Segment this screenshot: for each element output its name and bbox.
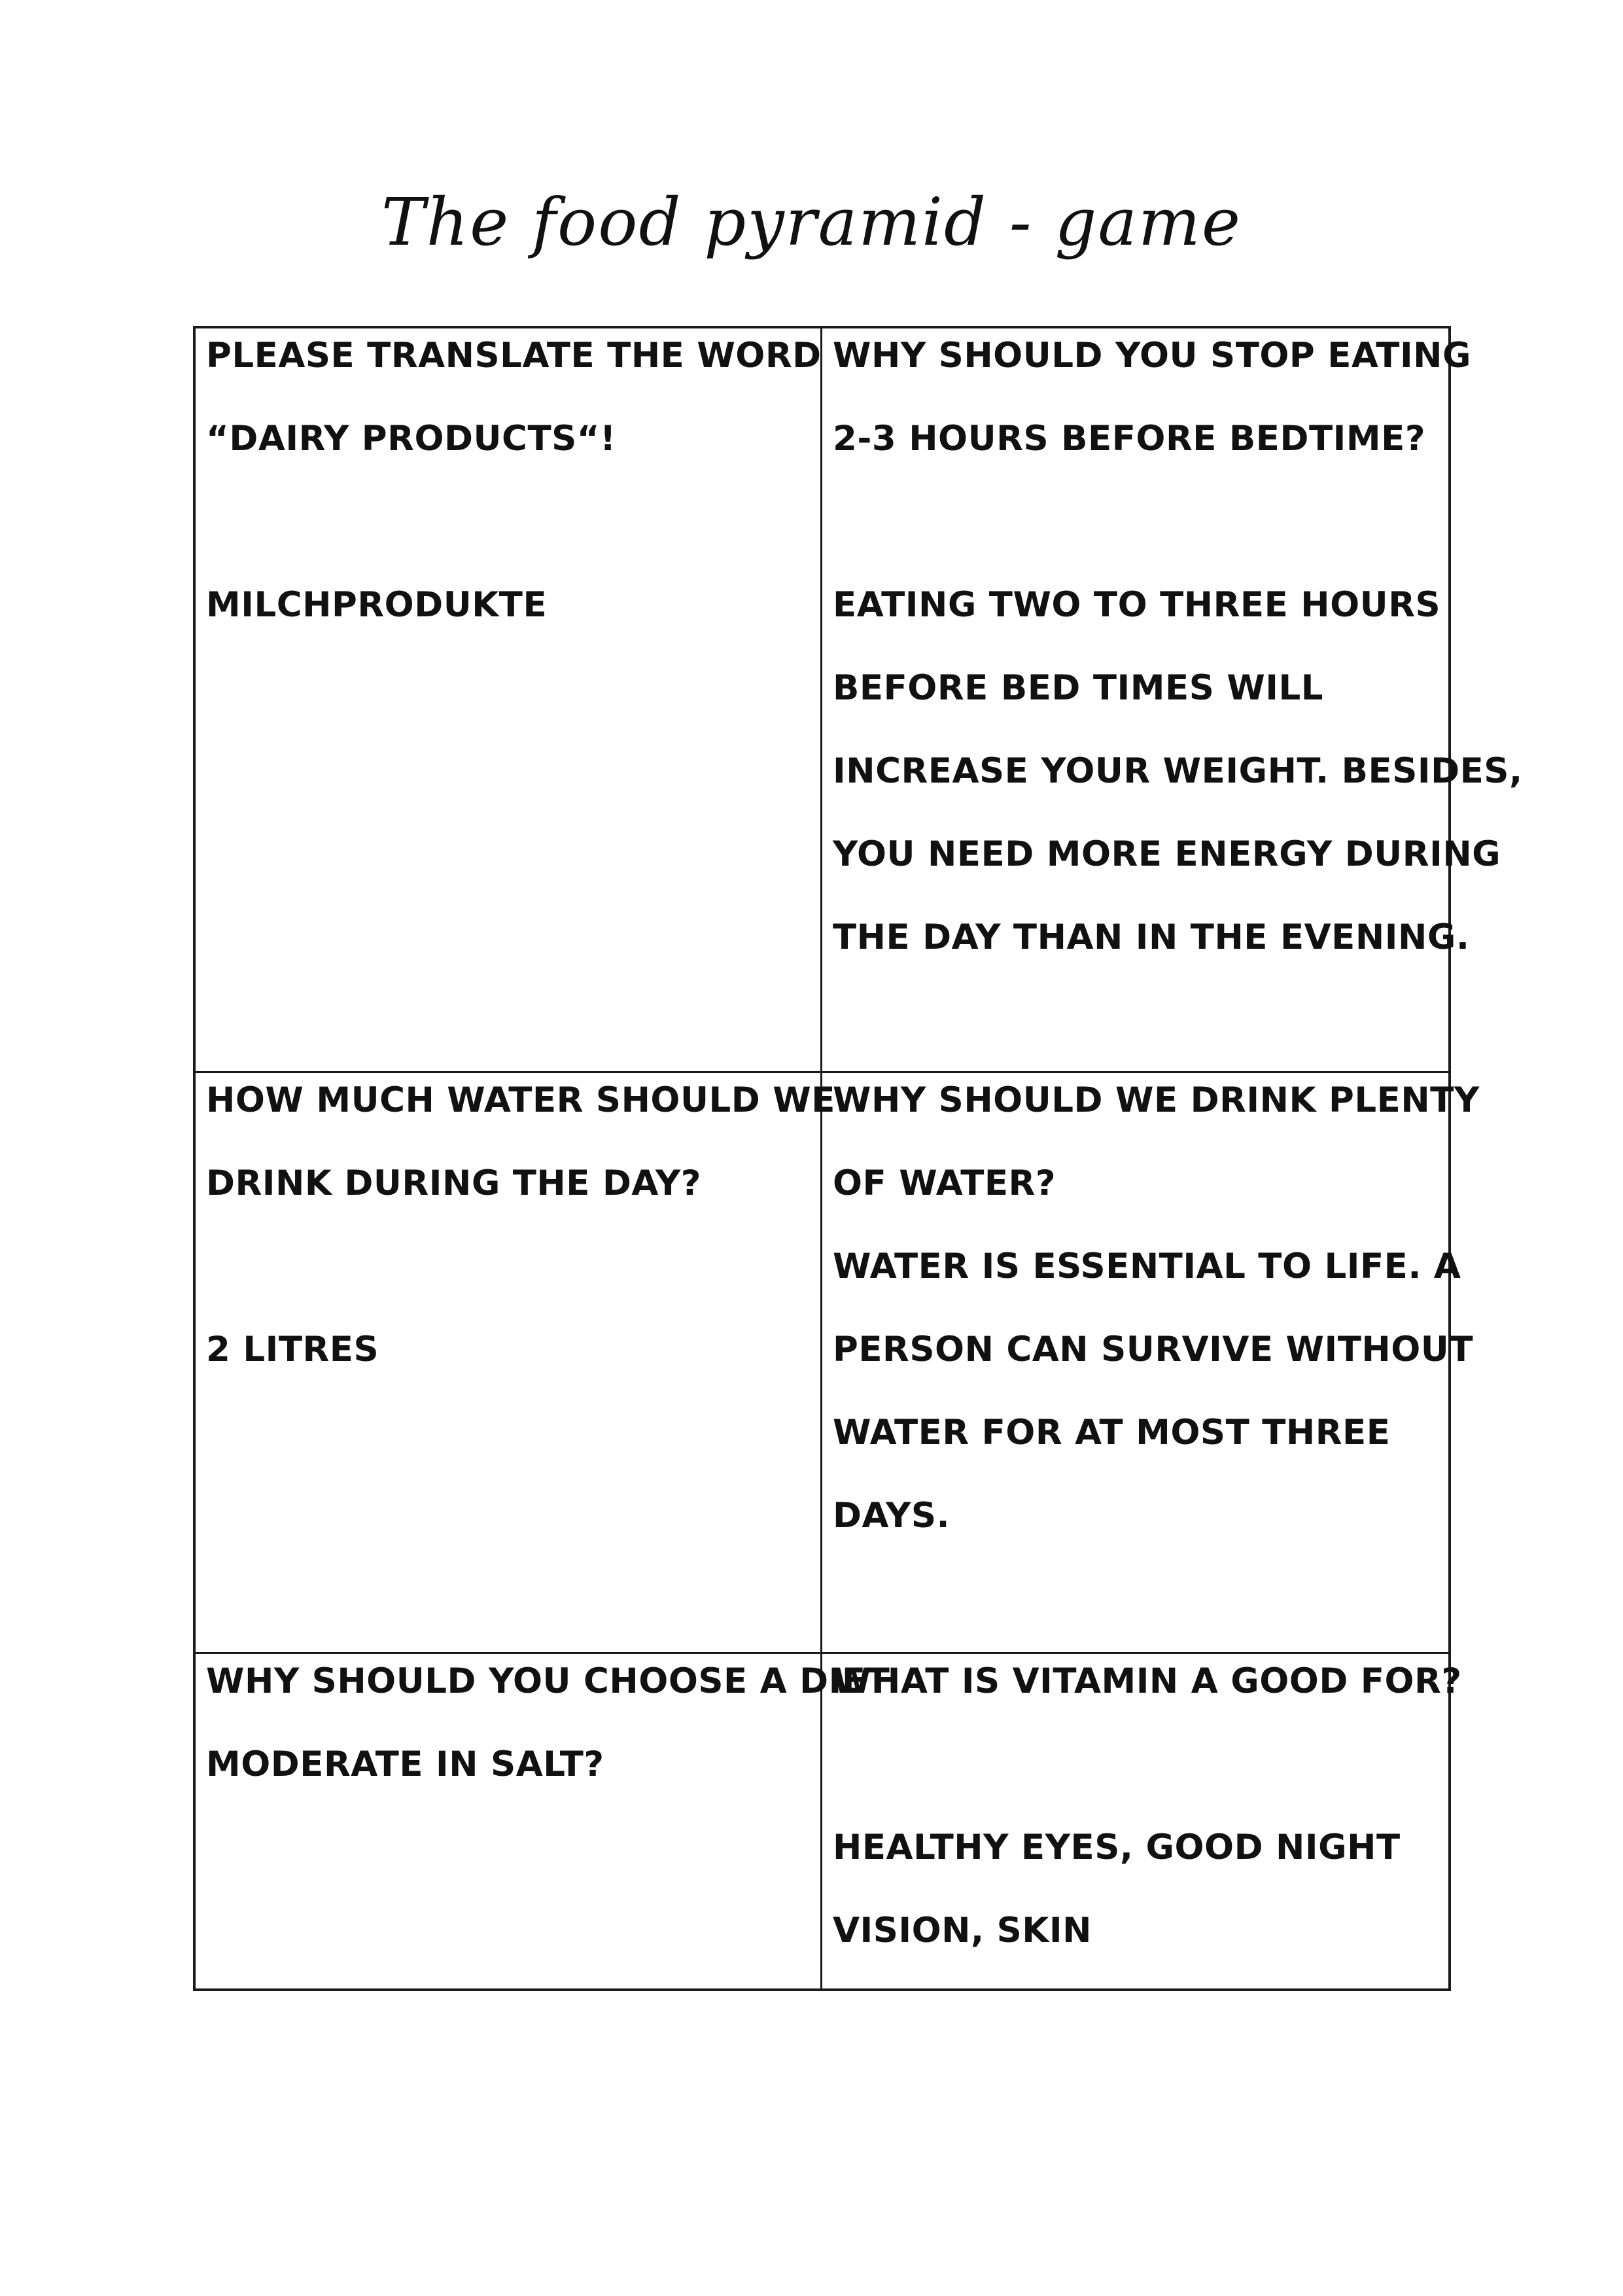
card-answer: PERSON CAN SURVIVE WITHOUT <box>833 1330 1473 1369</box>
card-answer: BEFORE BED TIMES WILL <box>833 668 1324 708</box>
card-answer: YOU NEED MORE ENERGY DURING <box>833 834 1501 874</box>
card-answer: HEALTHY EYES, GOOD NIGHT <box>833 1828 1401 1867</box>
question-card-grid <box>193 326 1523 1991</box>
card-line <box>833 1745 1438 1828</box>
card-why-water <box>822 1073 1480 1654</box>
card-answer: MILCHPRODUKTE <box>206 585 548 625</box>
card-answer: VISION, SKIN <box>833 1911 1092 1951</box>
card-answer: THE DAY THAN IN THE EVENING. <box>833 917 1470 957</box>
card-line: WHAT IS VITAMIN A GOOD FOR? <box>833 1661 1462 1701</box>
card-line: HOW MUCH WATER SHOULD WE <box>206 1080 835 1120</box>
card-answer: WATER FOR AT MOST THREE <box>833 1413 1391 1453</box>
card-answer: WATER IS ESSENTIAL TO LIFE. A <box>833 1246 1461 1286</box>
card-line: WHY SHOULD YOU CHOOSE A DIET <box>206 1661 890 1701</box>
card-line: OF WATER? <box>833 1163 1056 1203</box>
card-line: “DAIRY PRODUCTS“! <box>206 419 616 459</box>
card-line <box>206 1247 810 1330</box>
card-line: WHY SHOULD YOU STOP EATING <box>833 336 1472 376</box>
card-line <box>833 503 1438 586</box>
card-stop-eating <box>822 328 1523 1073</box>
card-line: 2-3 HOURS BEFORE BEDTIME? <box>833 419 1426 459</box>
card-translate-dairy <box>196 328 822 1073</box>
card-line <box>206 503 810 586</box>
card-line: DRINK DURING THE DAY? <box>206 1163 702 1203</box>
card-answer: INCREASE YOUR WEIGHT. BESIDES, <box>833 751 1523 791</box>
card-vitamin-a <box>822 1654 1462 1988</box>
page-title: The food pyramid - game <box>381 184 1242 260</box>
card-diet-salt <box>196 1654 890 1988</box>
card-line: MODERATE IN SALT? <box>206 1744 604 1784</box>
card-answer: EATING TWO TO THREE HOURS <box>833 585 1441 625</box>
card-answer: 2 LITRES <box>206 1330 379 1369</box>
card-how-much-water <box>196 1073 835 1654</box>
card-line: WHY SHOULD WE DRINK PLENTY <box>833 1080 1480 1120</box>
card-line: PLEASE TRANSLATE THE WORD <box>206 336 822 376</box>
card-answer: DAYS. <box>833 1496 951 1536</box>
